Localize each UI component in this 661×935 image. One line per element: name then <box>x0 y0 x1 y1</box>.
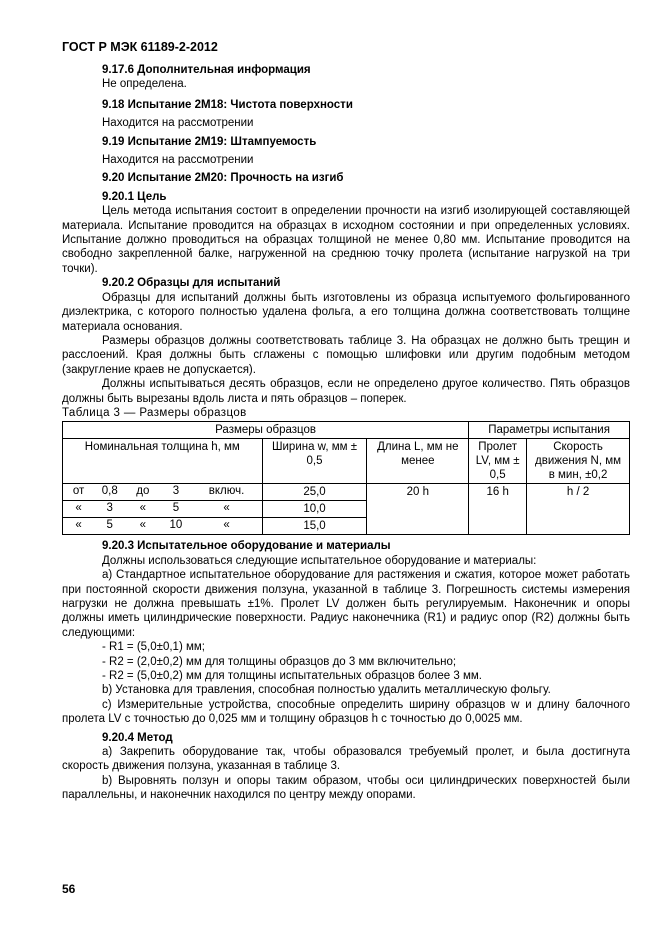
text-9-20-2-p3: Должны испытываться десять образцов, если не определено другое количество. Пять образцов должны быть вырезаны вдоль листа и пять образцов – поперек. <box>62 378 630 405</box>
text-9-20-2-p2: Размеры образцов должны соответствовать таблице 3. На образцах не должно быть трещин и расслоений. Края должны быть сглажены с помощью шлифовки или другим подобным методом (закругление краев не допускается). <box>62 334 630 376</box>
text-9-20-2-p1: Образцы для испытаний должны быть изготовлены из образца испытуемого фольгированного диэлектрика, с которого полностью удалена фольга, а его толщина должна соответствовать толщине материала основания. <box>62 291 630 333</box>
table-header-length: Длина L, мм не менее <box>367 439 469 484</box>
table-row-2-thickness: « 3 « 5 « <box>63 501 263 518</box>
heading-9-20: 9.20 Испытание 2М20: Прочность на изгиб <box>102 172 344 185</box>
text-9-20-3-a: а) Стандартное испытательное оборудование для растяжения и сжатия, которое может работать при постоянной скорости движения ползуна, указанной в таблице 3. Погрешность системы измерения нагрузки не должна превышать ±1%. Пролет LV должен быть регулируемым. Наконечник и опоры должны иметь цилиндрические поверхности. Радиус наконечника (R1) и радиус опор (R2) должны быть следующими: <box>62 569 630 639</box>
page-number: 56 <box>62 882 76 896</box>
text-9-17-6: Не определена. <box>102 78 187 91</box>
table-row-3-thickness: « 5 « 10 « <box>63 518 263 535</box>
table-header-span: Пролет LV, мм ± 0,5 <box>469 439 527 484</box>
heading-9-19: 9.19 Испытание 2М19: Штампуемость <box>102 135 317 148</box>
text-9-20-3-intro: Должны использоваться следующие испытательное оборудование и материалы: <box>102 554 537 567</box>
table-span-value: 16 h <box>469 484 527 535</box>
text-9-20-3-r2b: - R2 = (5,0±0,2) мм для толщины испытательных образцов более 3 мм. <box>102 670 482 682</box>
text-9-20-4-b: b) Выровнять ползун и опоры таким образом, чтобы оси цилиндрических поверхностей были параллельны, и наконечник находился по центру между опорами. <box>62 774 630 802</box>
heading-9-20-3: 9.20.3 Испытательное оборудование и материалы <box>102 540 391 553</box>
table-header-thickness: Номинальная толщина h, мм <box>63 439 263 484</box>
table-row-1-thickness: от 0,8 до 3 включ. <box>63 484 263 501</box>
text-9-20-1: Цель метода испытания состоит в определении прочности на изгиб изолирующей составляющей материала. Испытание проводится на образцах в исходном состоянии и при определенных условиях. Испытание должно проводиться на образцах толщиной не менее 0,80 мм. Испытание проводится на свободно закрепленной балке, нагруженной на среднюю точку пролета (испытание нагрузкой на три точки). <box>62 205 630 275</box>
table-row-1-width: 25,0 <box>262 484 367 501</box>
document-body <box>62 63 630 803</box>
table-header-speed: Скорость движения N, мм в мин, ±0,2 <box>527 439 630 484</box>
specimen-table <box>62 421 630 535</box>
text-9-20-3-r2a: - R2 = (2,0±0,2) мм для толщины образцов до 3 мм включительно; <box>102 655 457 668</box>
heading-9-20-4: 9.20.4 Метод <box>102 731 173 744</box>
table-row-2-width: 10,0 <box>262 501 367 518</box>
table-group-sizes: Размеры образцов <box>63 422 469 439</box>
text-9-20-3-c: с) Измерительные устройства, способные определить ширину образцов w и длину балочного пролета LV с точностью до 0,025 мм и толщину образцов h с точностью до 0,0025 мм. <box>62 698 630 726</box>
heading-9-17-6: 9.17.6 Дополнительная информация <box>102 64 311 76</box>
text-9-20-4-a: а) Закрепить оборудование так, чтобы образовался требуемый пролет, и была достигнута скорость движения ползуна, указанная в таблице 3. <box>62 746 630 773</box>
table-header-width: Ширина w, мм ± 0,5 <box>262 439 367 484</box>
table-length-value: 20 h <box>367 484 469 535</box>
table-group-params: Параметры испытания <box>469 422 630 439</box>
text-9-18: Находится на рассмотрении <box>102 117 254 130</box>
text-9-19: Находится на рассмотрении <box>102 154 254 167</box>
text-9-20-3-b: b) Установка для травления, способная полностью удалить металлическую фольгу. <box>102 684 551 697</box>
document-header: ГОСТ Р МЭК 61189-2-2012 <box>62 40 218 54</box>
heading-9-20-2: 9.20.2 Образцы для испытаний <box>102 277 281 290</box>
table-caption: Таблица 3 — Размеры образцов <box>62 406 247 419</box>
table-row-3-width: 15,0 <box>262 518 367 535</box>
heading-9-18: 9.18 Испытание 2М18: Чистота поверхности <box>102 98 353 111</box>
heading-9-20-1: 9.20.1 Цель <box>102 190 167 203</box>
text-9-20-3-r1: - R1 = (5,0±0,1) мм; <box>102 641 205 654</box>
table-speed-value: h / 2 <box>527 484 630 535</box>
